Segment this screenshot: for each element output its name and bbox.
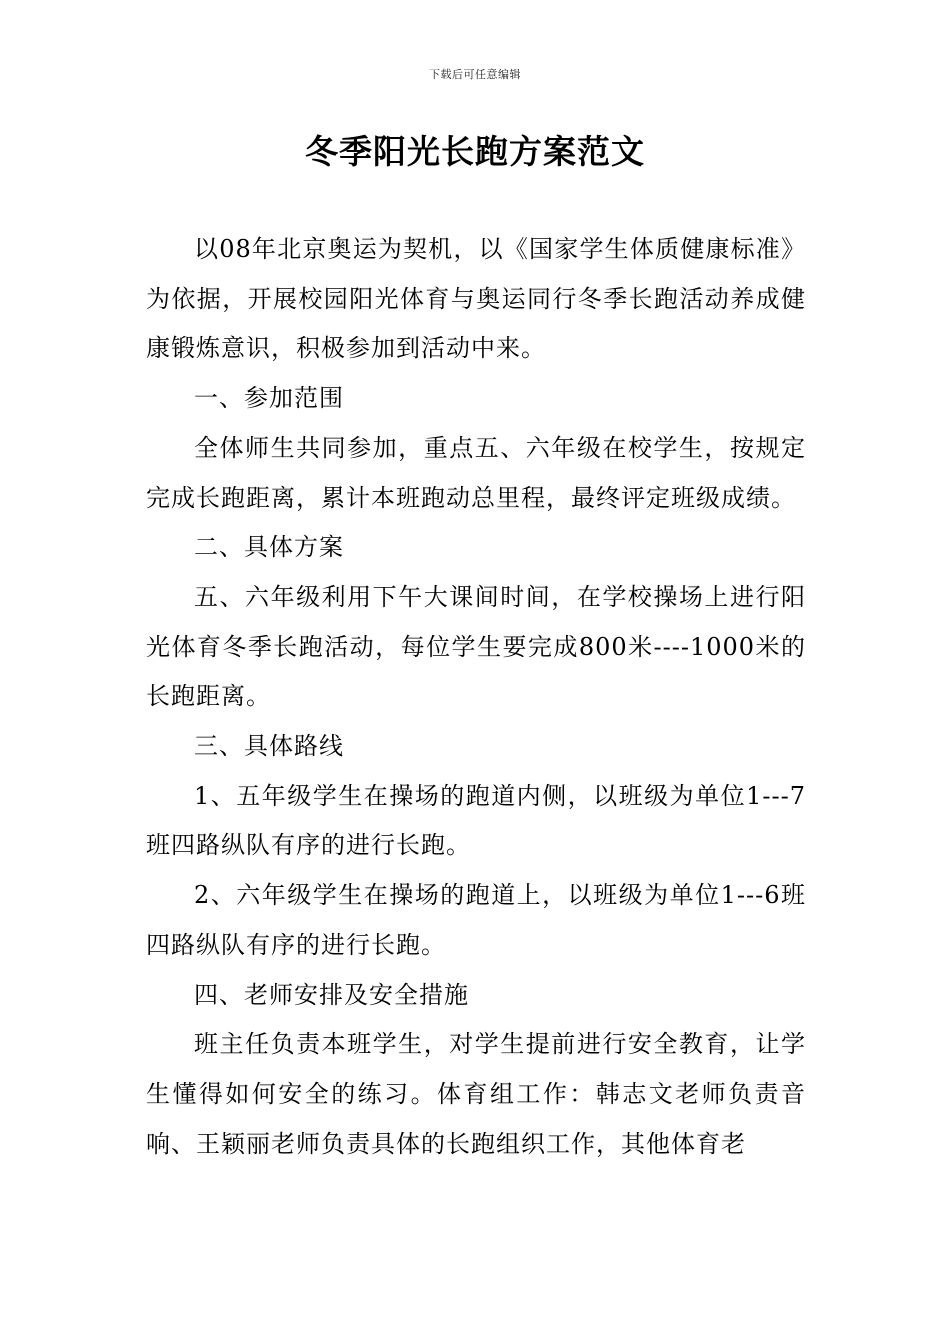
section-heading-safety: 四、老师安排及安全措施: [194, 980, 469, 1009]
intro-paragraph: 以08年北京奥运为契机，以《国家学生体质健康标准》为依据，开展校园阳光体育与奥运同行冬季长跑活动养成健康锻炼意识，积极参加到活动中来。: [146, 235, 806, 363]
route-item-grade-5: 1、五年级学生在操场的跑道内侧，以班级为单位1---7班四路纵队有序的进行长跑。: [146, 781, 806, 860]
safety-paragraph: 班主任负责本班学生，对学生提前进行安全教育，让学生懂得如何安全的练习。体育组工作：韩志文老师负责音响、王颖丽老师负责具体的长跑组织工作，其他体育老: [146, 1030, 806, 1158]
scope-paragraph: 全体师生共同参加，重点五、六年级在校学生，按规定完成长跑距离，累计本班跑动总里程，最终评定班级成绩。: [146, 433, 806, 512]
document-title: 冬季阳光长跑方案范文: [305, 132, 645, 171]
route-item-grade-6: 2、六年级学生在操场的跑道上，以班级为单位1---6班四路纵队有序的进行长跑。: [146, 881, 806, 959]
section-heading-scope: 一、参加范围: [194, 384, 344, 413]
plan-paragraph: 五、六年级利用下午大课间时间，在学校操场上进行阳光体育冬季长跑活动，每位学生要完成800米----1000米的长跑距离。: [146, 582, 806, 711]
document-body: [146, 225, 806, 1169]
section-heading-route: 三、具体路线: [194, 732, 344, 761]
header-note: 下载后可任意编辑: [429, 68, 521, 81]
section-heading-plan: 二、具体方案: [194, 533, 344, 562]
